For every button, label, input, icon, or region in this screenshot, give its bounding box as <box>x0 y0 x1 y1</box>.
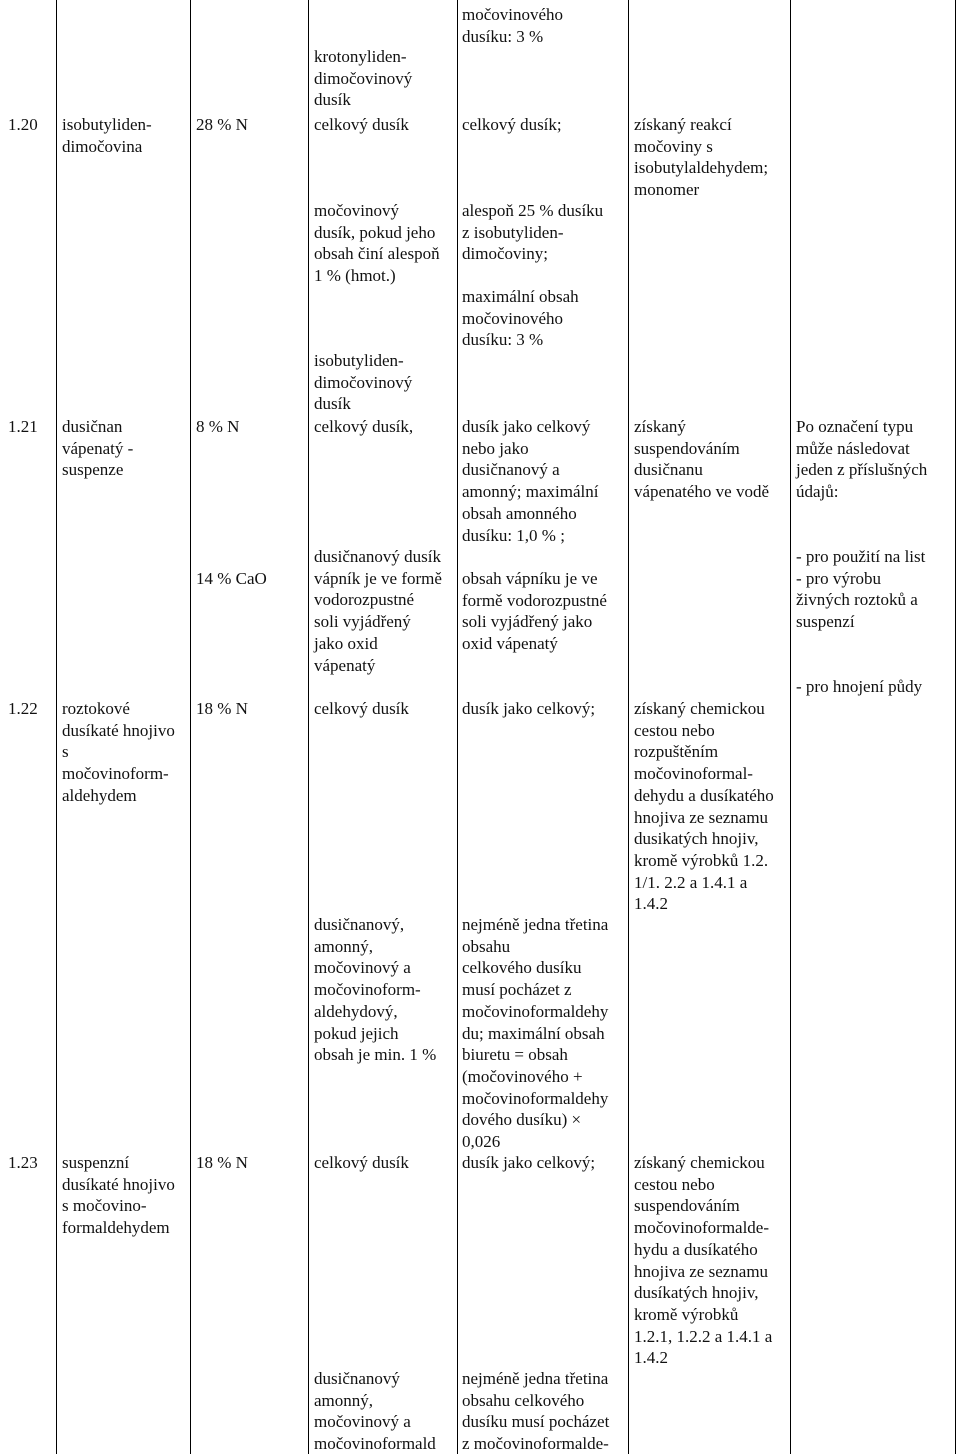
row-1-23-nutrient-main: celkový dusík <box>314 1153 409 1172</box>
row-1-22-nutrient-sub: dusičnanový, amonný, močovinový a močovinoform- aldehydový, pokud jejich obsah je min. 1 % <box>314 915 437 1065</box>
row-1-21-note3: - pro hnojení půdy <box>796 677 923 696</box>
row-1-20-origin: získaný reakcí močoviny s isobutylaldehydem; monomer <box>634 115 769 200</box>
row-1-20-number: 1.20 <box>8 115 38 134</box>
row-1-21-note2: - pro použití na list - pro výrobu živných roztoků a suspenzí <box>796 547 926 632</box>
row-1-20-nutrient-sub2: isobutyliden- dimočovinový dusík <box>314 351 413 414</box>
row-1-22-nutrient-main: celkový dusík <box>314 699 409 718</box>
row0-eval-cell: močovinového dusíku: 3 % <box>462 5 564 46</box>
row-1-20-nutrient-main: celkový dusík <box>314 115 409 134</box>
row-1-23-nutrient-sub: dusičnanový amonný, močovinový a močovinoformald <box>314 1369 436 1454</box>
row-1-21-note: Po označení typu může následovat jeden z příslušných údajů: <box>796 417 928 502</box>
row-1-21-content: 8 % N <box>196 417 240 436</box>
row-1-21-eval-main: dusík jako celkový nebo jako dusičnanový a amonný; maximální obsah amonného dusíku: 1,0 % ; <box>462 417 599 545</box>
row-1-20-nutrient-sub: močovinový dusík, pokud jeho obsah činí alespoň 1 % (hmot.) <box>314 201 440 286</box>
row-1-20-eval-sub2: maximální obsah močovinového dusíku: 3 % <box>462 287 579 350</box>
row-1-22-content: 18 % N <box>196 699 248 718</box>
row-1-22-name: roztokové dusíkaté hnojivo s močovinoform- aldehydem <box>62 699 175 805</box>
row-1-21-nutrient-sub: dusičnanový dusík vápník je ve formě vodorozpustné soli vyjádřený jako oxid vápenatý <box>314 547 442 675</box>
column-divider-5 <box>790 0 791 1454</box>
table-border-right <box>955 0 956 1454</box>
row-1-21-number: 1.21 <box>8 417 38 436</box>
row-1-21-origin: získaný suspendováním dusičnanu vápenatého ve vodě <box>634 417 769 502</box>
row-1-23-name: suspenzní dusíkaté hnojivo s močovino- formaldehydem <box>62 1153 175 1238</box>
row-1-22-eval-sub: nejméně jedna třetina obsahu celkového dusíku musí pocházet z močovinoformaldehy du; maximální obsah biuretu = obsah (močovinového + močovinoformaldehy dového dusíku) × 0,026 <box>462 915 609 1152</box>
row-1-22-eval-main: dusík jako celkový; <box>462 699 596 718</box>
row-1-22-origin: získaný chemickou cestou nebo rozpuštěním močovinoformal- dehydu a dusíkatého hnojiva ze seznamu dusikatých hnojiv, kromě výrobků 1.2. 1/1. 2.2 a 1.4.1 a 1.4.2 <box>634 699 774 914</box>
row-1-20-eval-main: celkový dusík; <box>462 115 562 134</box>
row-1-20-name: isobutyliden- dimočovina <box>62 115 152 156</box>
row-1-21-name: dusičnan vápenatý - suspenze <box>62 417 134 480</box>
row-1-23-eval-sub: nejméně jedna třetina obsahu celkového dusíku musí pocházet z močovinoformalde- <box>462 1369 610 1454</box>
row0-nutrient-note: krotonyliden- dimočovinový dusík <box>314 47 413 110</box>
row-1-21-content2: 14 % CaO <box>196 569 267 588</box>
table-border-left <box>56 0 57 1454</box>
column-divider-3 <box>457 0 458 1454</box>
column-divider-4 <box>628 0 629 1454</box>
row-1-20-content: 28 % N <box>196 115 248 134</box>
row-1-23-number: 1.23 <box>8 1153 38 1172</box>
column-divider-2 <box>308 0 309 1454</box>
row-1-22-number: 1.22 <box>8 699 38 718</box>
row-1-21-eval-sub: obsah vápníku je ve formě vodorozpustné soli vyjádřený jako oxid vápenatý <box>462 569 607 654</box>
row-1-23-content: 18 % N <box>196 1153 248 1172</box>
row-1-23-eval-main: dusík jako celkový; <box>462 1153 596 1172</box>
row-1-20-eval-sub: alespoň 25 % dusíku z isobutyliden- dimočoviny; <box>462 201 604 264</box>
column-divider-1 <box>190 0 191 1454</box>
row-1-21-nutrient-main: celkový dusík, <box>314 417 414 436</box>
row-1-23-origin: získaný chemickou cestou nebo suspendováním močovinoformalde- hydu a dusíkatého hnojiva ze seznamu dusíkatých hnojiv, kromě výrobků 1.2.1, 1.2.2 a 1.4.1 a 1.4.2 <box>634 1153 773 1368</box>
